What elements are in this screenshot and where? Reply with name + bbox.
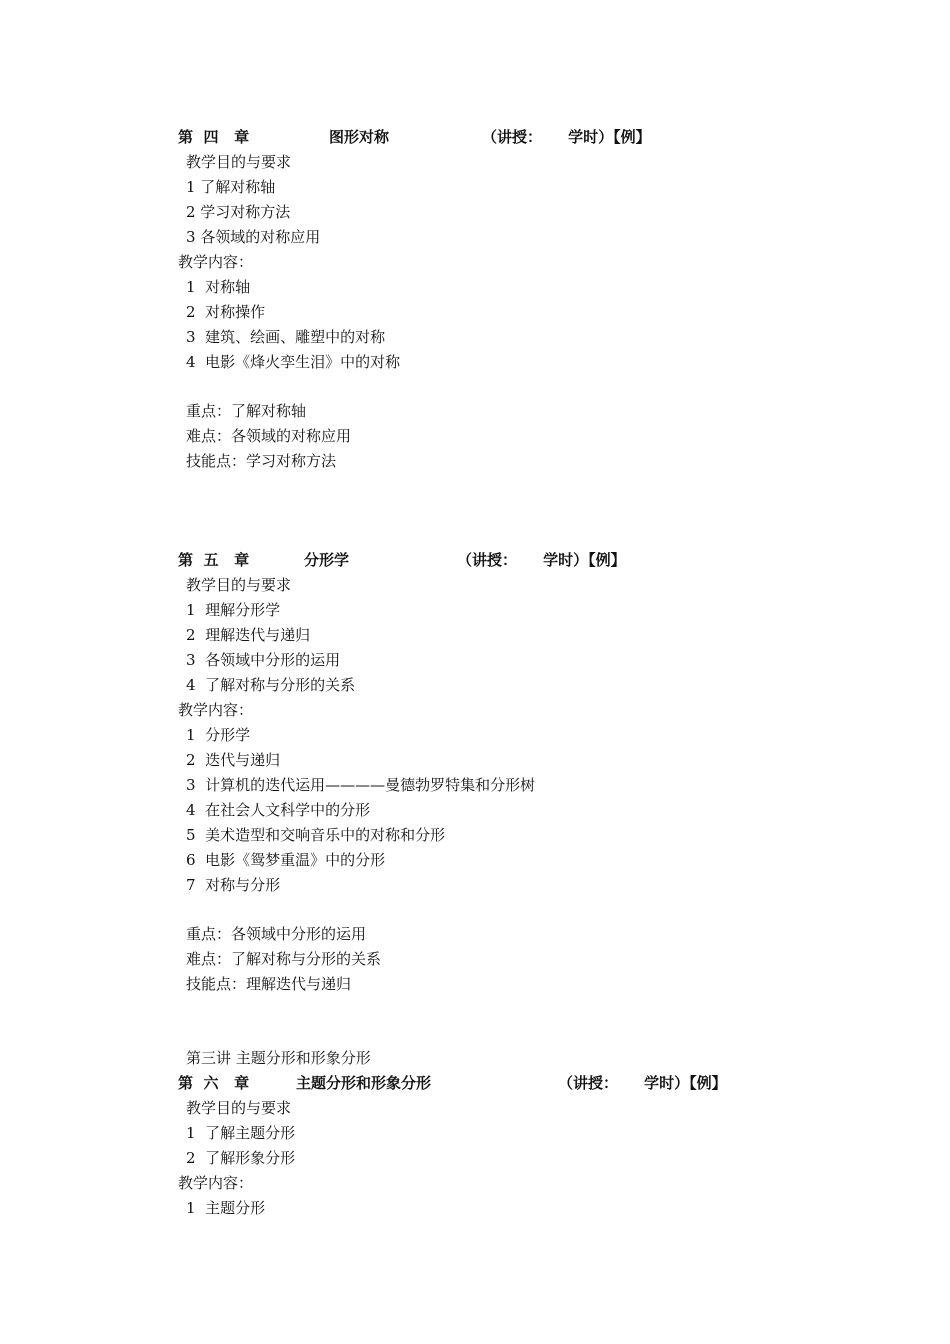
ch5-goal-item: 2 理解迭代与递归: [186, 626, 311, 644]
ch5-hours: （讲授： 学时）【例】: [457, 551, 626, 569]
ch6-chapter-number: 第 六 章: [178, 1074, 250, 1092]
ch4-title: 图形对称: [329, 128, 390, 146]
ch6-hours: （讲授： 学时）【例】: [558, 1074, 727, 1092]
ch4-content-title: 教学内容：: [178, 253, 254, 271]
ch4-hours: （讲授： 学时）【例】: [482, 128, 651, 146]
ch5-content-item: 6 电影《鸳梦重温》中的分形: [186, 851, 386, 869]
ch4-content-item: 3 建筑、绘画、雕塑中的对称: [186, 328, 386, 346]
ch5-skill-point: 技能点：理解迭代与递归: [186, 975, 352, 993]
ch4-content-item: 4 电影《烽火孪生泪》中的对称: [186, 353, 401, 371]
ch5-content-item: 5 美术造型和交响音乐中的对称和分形: [186, 826, 446, 844]
ch5-goals-title: 教学目的与要求: [186, 576, 292, 594]
ch4-content-item: 1 对称轴: [186, 278, 251, 296]
ch5-goal-item: 4 了解对称与分形的关系: [186, 676, 356, 694]
ch5-content-item: 4 在社会人文科学中的分形: [186, 801, 371, 819]
ch4-content-item: 2 对称操作: [186, 303, 266, 321]
ch6-goal-item: 2 了解形象分形: [186, 1149, 296, 1167]
ch6-goals-title: 教学目的与要求: [186, 1099, 292, 1117]
ch5-key-point: 重点：各领域中分形的运用: [186, 925, 367, 943]
ch4-chapter-number: 第 四 章: [178, 128, 250, 146]
ch4-goal-item: 1 了解对称轴: [186, 178, 276, 196]
ch5-chapter-number: 第 五 章: [178, 551, 250, 569]
ch6-content-item: 1 主题分形: [186, 1199, 266, 1217]
ch5-content-item: 2 迭代与递归: [186, 751, 281, 769]
ch5-goal-item: 3 各领域中分形的运用: [186, 651, 341, 669]
ch4-goal-item: 3 各领域的对称应用: [186, 228, 321, 246]
ch6-goal-item: 1 了解主题分形: [186, 1124, 296, 1142]
ch5-difficulty: 难点：了解对称与分形的关系: [186, 950, 382, 968]
ch4-difficulty: 难点：各领域的对称应用: [186, 427, 352, 445]
ch5-content-item: 7 对称与分形: [186, 876, 281, 894]
lecture-3-heading: 第三讲 主题分形和形象分形: [186, 1049, 371, 1067]
ch5-content-item: 1 分形学: [186, 726, 251, 744]
ch6-title: 主题分形和形象分形: [296, 1074, 432, 1092]
ch5-content-title: 教学内容：: [178, 701, 254, 719]
ch5-title: 分形学: [304, 551, 350, 569]
ch5-goal-item: 1 理解分形学: [186, 601, 281, 619]
ch4-goals-title: 教学目的与要求: [186, 153, 292, 171]
ch5-content-item: 3 计算机的迭代运用————曼德勃罗特集和分形树: [186, 776, 536, 794]
ch4-skill-point: 技能点：学习对称方法: [186, 452, 337, 470]
ch4-goal-item: 2 学习对称方法: [186, 203, 291, 221]
ch6-content-title: 教学内容：: [178, 1174, 254, 1192]
ch4-key-point: 重点：了解对称轴: [186, 402, 307, 420]
